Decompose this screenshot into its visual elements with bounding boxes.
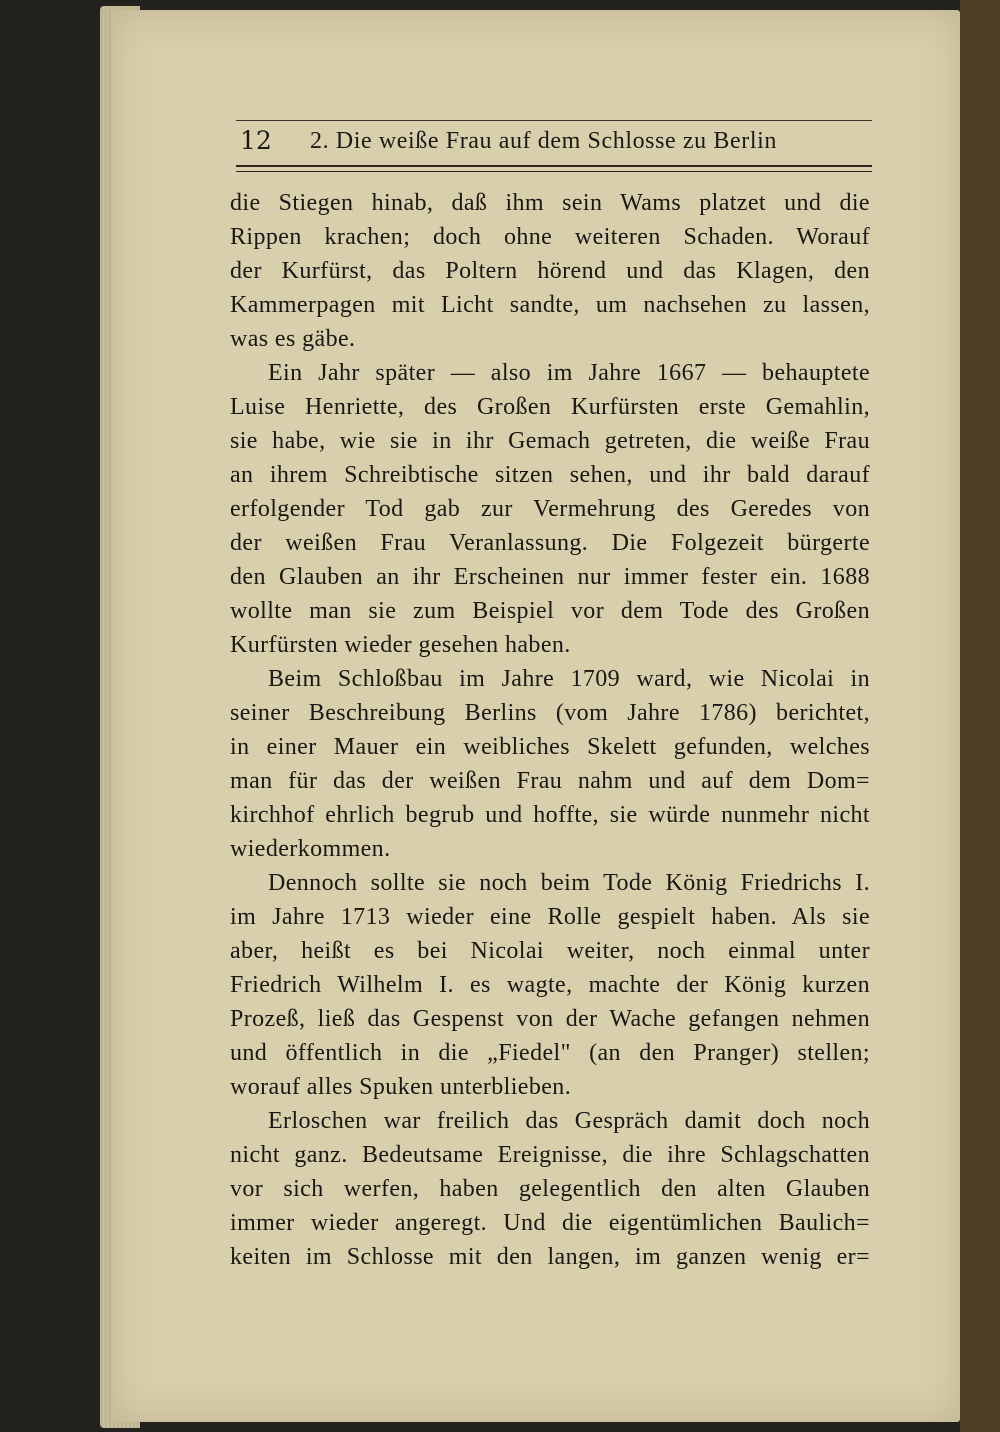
text-line: Dennoch sollte sie noch beim Tode König Friedrichs I. xyxy=(268,870,870,896)
text-line: keiten im Schlosse mit den langen, im ganzen wenig er= xyxy=(230,1244,870,1270)
paragraph xyxy=(230,662,870,866)
text-line: Ein Jahr später — also im Jahre 1667 — behauptete xyxy=(268,360,870,386)
text-line: Beim Schloßbau im Jahre 1709 ward, wie Nicolai in xyxy=(268,666,870,692)
page-number: 12 xyxy=(240,126,272,155)
text-line: was es gäbe. xyxy=(230,326,356,352)
text-line: der Kurfürst, das Poltern hörend und das Klagen, den xyxy=(230,258,870,284)
text-line: wollte man sie zum Beispiel vor dem Tode des Großen xyxy=(230,598,870,624)
text-line: im Jahre 1713 wieder eine Rolle gespielt haben. Als sie xyxy=(230,904,870,930)
text-line: an ihrem Schreibtische sitzen sehen, und ihr bald darauf xyxy=(230,462,870,488)
text-line: der weißen Frau Veranlassung. Die Folgezeit bürgerte xyxy=(230,530,870,556)
text-line: worauf alles Spuken unterblieben. xyxy=(230,1074,572,1100)
body-text xyxy=(230,186,870,1274)
header-rule-bottom xyxy=(236,165,872,172)
page-header xyxy=(236,120,872,172)
text-line: Erloschen war freilich das Gespräch damit doch noch xyxy=(268,1108,870,1134)
text-line: den Glauben an ihr Erscheinen nur immer fester ein. 1688 xyxy=(230,564,870,590)
text-line: in einer Mauer ein weibliches Skelett gefunden, welches xyxy=(230,734,870,760)
text-line: vor sich werfen, haben gelegentlich den alten Glauben xyxy=(230,1176,870,1202)
paragraph xyxy=(230,866,870,1104)
text-line: sie habe, wie sie in ihr Gemach getreten, die weiße Frau xyxy=(230,428,870,454)
paragraph xyxy=(230,1104,870,1274)
text-line: wiederkommen. xyxy=(230,836,391,862)
text-line: man für das der weißen Frau nahm und auf dem Dom= xyxy=(230,768,870,794)
text-line: Prozeß, ließ das Gespenst von der Wache gefangen nehmen xyxy=(230,1006,870,1032)
text-line: immer wieder angeregt. Und die eigentümlichen Baulich= xyxy=(230,1210,870,1236)
paragraph xyxy=(230,356,870,662)
text-line: Rippen krachen; doch ohne weiteren Schaden. Worauf xyxy=(230,224,870,250)
text-line: Luise Henriette, des Großen Kurfürsten erste Gemahlin, xyxy=(230,394,870,420)
text-line: erfolgender Tod gab zur Vermehrung des Geredes von xyxy=(230,496,870,522)
text-line: die Stiegen hinab, daß ihm sein Wams platzet und die xyxy=(230,190,870,216)
book-cover-edge xyxy=(960,0,1000,1432)
header-rule-top xyxy=(236,120,872,121)
text-line: Kammerpagen mit Licht sandte, um nachsehen zu lassen, xyxy=(230,292,870,318)
running-title: 2. Die weiße Frau auf dem Schlosse zu Berlin xyxy=(310,128,777,154)
text-line: aber, heißt es bei Nicolai weiter, noch einmal unter xyxy=(230,938,870,964)
text-line: kirchhof ehrlich begrub und hoffte, sie würde nunmehr nicht xyxy=(230,802,870,828)
paragraph xyxy=(230,186,870,356)
text-line: Friedrich Wilhelm I. es wagte, machte der König kurzen xyxy=(230,972,870,998)
text-line: und öffentlich in die „Fiedel" (an den Pranger) stellen; xyxy=(230,1040,870,1066)
text-line: seiner Beschreibung Berlins (vom Jahre 1786) berichtet, xyxy=(230,700,870,726)
text-line: Kurfürsten wieder gesehen haben. xyxy=(230,632,571,658)
text-line: nicht ganz. Bedeutsame Ereignisse, die ihre Schlagschatten xyxy=(230,1142,870,1168)
